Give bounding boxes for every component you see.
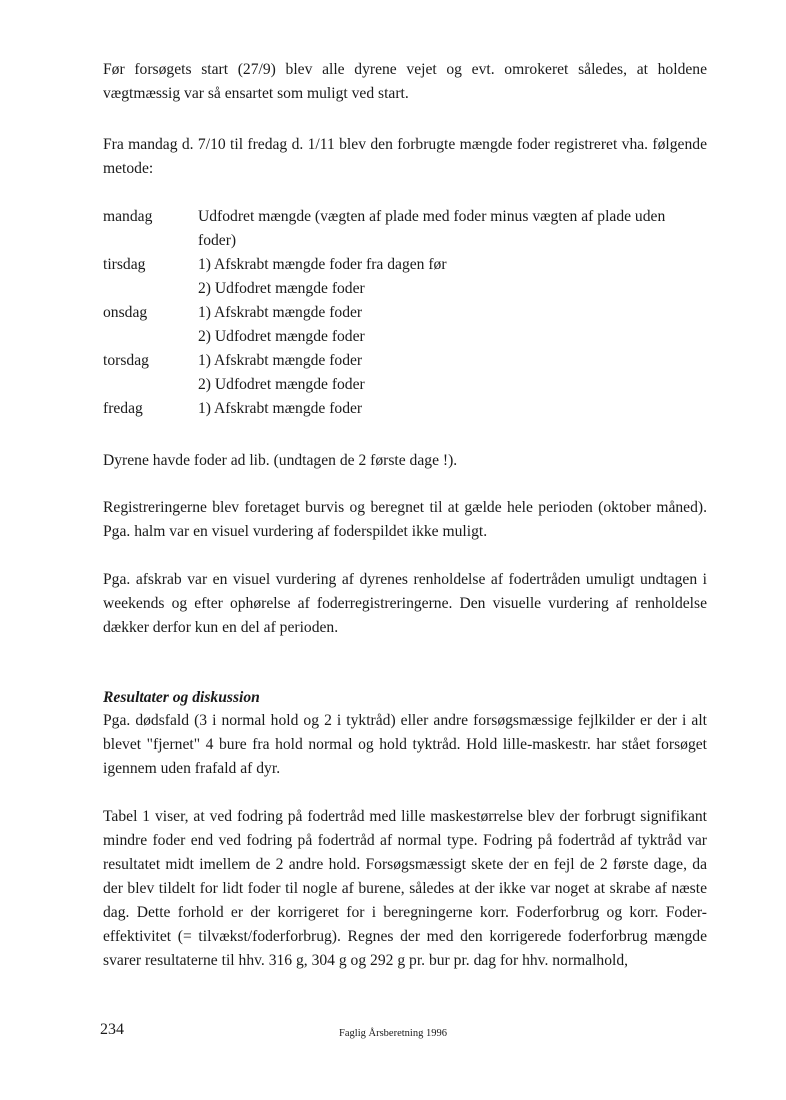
paragraph-intro-method: Fra mandag d. 7/10 til fredag d. 1/11 blev den forbrugte mængde foder registreret vha. følgende metode: — [103, 136, 707, 177]
schedule-line: 1) Afskrabt mængde foder — [198, 352, 363, 369]
schedule-line: 1) Afskrabt mængde foder fra dagen før — [198, 256, 447, 273]
schedule-row-monday — [103, 205, 718, 253]
schedule-day: mandag — [103, 208, 153, 225]
paragraph-scraping: Pga. afskrab var en visuel vurdering af dyrenes renholdelse af fodertråden umuligt undtagen i weekends og efter ophørelse af foderregistreringerne. Den visuelle vurdering af renholdelse dækker derfor kun en del af perioden. — [103, 571, 707, 636]
page-number: 234 — [100, 1021, 124, 1038]
feeding-schedule — [103, 205, 718, 421]
paragraph-table-discussion: Tabel 1 viser, at ved fodring på fodertråd med lille maskestørrelse blev der forbrugt signifikant mindre foder end ved fodring på fodertråd af normal type. Fodring på fodertråd af tyktråd var resultatet midt imellem de 2 andre hold. Forsøgsmæssigt skete der en fejl de 2 første dage, da der blev tildelt for lidt foder til nogle af burene, således at der ikke var noget at skrabe af næste dag. Dette forhold er der korrigeret for i beregningerne korr. Foderforbrug og korr. Foder-effektivitet (= tilvækst/foderforbrug). Regnes der med den korrigerede foderforbrug mængde svarer resultaterne til hhv. 316 g, 304 g og 292 g pr. bur pr. dag for hhv. normalhold, — [103, 808, 707, 969]
schedule-line: 2) Udfodret mængde foder — [198, 376, 365, 393]
schedule-description — [198, 349, 718, 397]
schedule-row-wednesday — [103, 301, 718, 349]
paragraph-results: Pga. dødsfald (3 i normal hold og 2 i tyktråd) eller andre forsøgsmæssige fejlkilder er der i alt blevet "fjernet" 4 bure fra hold normal og hold tyktråd. Hold lille-maskestr. har stået forsøget igennem uden frafald af dyr. — [103, 712, 707, 777]
paragraph-ad-lib: Dyrene havde foder ad lib. (undtagen de 2 første dage !). — [103, 452, 458, 469]
paragraph-registrations: Registreringerne blev foretaget burvis og beregnet til at gælde hele perioden (oktober måned). Pga. halm var en visuel vurdering af foderspildet ikke muligt. — [103, 499, 707, 540]
schedule-description — [198, 397, 718, 421]
paragraph-intro-weighing: Før forsøgets start (27/9) blev alle dyrene vejet og evt. omrokeret således, at holdene vægtmæssig var så ensartet som muligt ved start. — [103, 61, 707, 102]
schedule-line: 1) Afskrabt mængde foder — [198, 304, 363, 321]
schedule-day: fredag — [103, 400, 143, 417]
schedule-description — [198, 205, 718, 253]
schedule-description — [198, 301, 718, 349]
schedule-day: torsdag — [103, 352, 149, 369]
schedule-line: foder) — [198, 232, 237, 249]
schedule-row-thursday — [103, 349, 718, 397]
schedule-line: 2) Udfodret mængde foder — [198, 280, 365, 297]
schedule-line: 1) Afskrabt mængde foder — [198, 400, 363, 417]
schedule-day: onsdag — [103, 304, 148, 321]
section-heading: Resultater og diskussion — [103, 689, 260, 706]
schedule-line: Udfodret mængde (vægten af plade med foder minus vægten af plade uden — [198, 208, 666, 225]
footer-title: Faglig Årsberetning 1996 — [339, 1028, 447, 1039]
schedule-row-friday — [103, 397, 718, 421]
schedule-row-tuesday — [103, 253, 718, 301]
schedule-description — [198, 253, 718, 301]
schedule-line: 2) Udfodret mængde foder — [198, 328, 365, 345]
schedule-day: tirsdag — [103, 256, 146, 273]
